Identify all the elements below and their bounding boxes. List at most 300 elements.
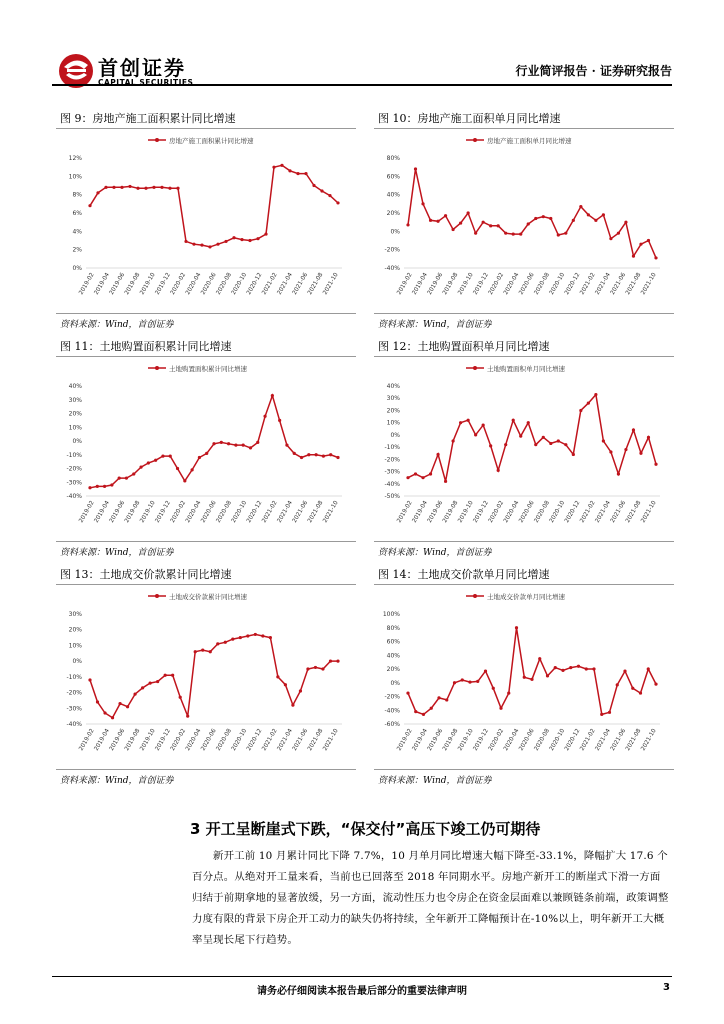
x-tick-label: 2019-04	[411, 728, 429, 752]
data-point	[504, 232, 507, 235]
data-point	[624, 448, 627, 451]
data-point	[322, 455, 325, 458]
data-point	[484, 669, 487, 672]
y-tick-label: -30%	[66, 705, 82, 713]
y-tick-label: 8%	[72, 191, 82, 199]
data-point	[103, 485, 106, 488]
data-point	[504, 443, 507, 446]
line-chart	[56, 586, 356, 768]
x-tick-label: 2020-06	[200, 272, 218, 296]
x-tick-label: 2021-08	[625, 728, 643, 752]
logo-name-en: CAPITAL SECURITIES	[98, 78, 194, 87]
figure-panel	[56, 338, 356, 558]
data-point	[572, 453, 575, 456]
x-tick-label: 2020-04	[503, 272, 521, 296]
data-point	[208, 245, 211, 248]
y-tick-label: 80%	[386, 155, 400, 162]
data-point	[104, 186, 107, 189]
y-tick-label: 20%	[68, 410, 82, 418]
data-point	[254, 633, 257, 636]
x-tick-label: 2020-10	[548, 500, 567, 524]
data-point	[414, 472, 417, 475]
data-point	[557, 439, 560, 442]
figure-source: 资料来源：Wind，首创证券	[60, 548, 174, 558]
x-tick-label: 2020-10	[548, 272, 567, 296]
figure-title-divider	[374, 128, 674, 129]
y-tick-label: 4%	[72, 228, 82, 236]
x-tick-label: 2019-08	[442, 728, 460, 752]
data-point	[212, 442, 215, 445]
figure-source: 资料来源：Wind，首创证券	[378, 320, 492, 330]
data-point	[489, 224, 492, 227]
legend-marker-icon	[155, 366, 159, 370]
figure-panel	[374, 110, 674, 330]
x-tick-label: 2020-12	[246, 500, 264, 524]
x-tick-label: 2021-06	[609, 728, 628, 752]
data-point	[579, 409, 582, 412]
data-point	[336, 201, 339, 204]
y-tick-label: 10%	[68, 642, 82, 650]
x-tick-label: 2020-04	[185, 500, 203, 524]
series-line	[90, 165, 338, 247]
data-point	[320, 189, 323, 192]
data-point	[414, 710, 417, 713]
figure-title: 图 9：房地产施工面积累计同比增速	[60, 112, 236, 125]
data-point	[88, 486, 91, 489]
figure-title: 图 14：土地成交价款单月同比增速	[378, 568, 550, 581]
data-point	[451, 439, 454, 442]
y-tick-label: 0%	[72, 438, 82, 445]
data-point	[306, 667, 309, 670]
data-point	[276, 675, 279, 678]
data-point	[192, 243, 195, 246]
data-point	[523, 676, 526, 679]
figure-title: 图 12：土地购置面积单月同比增速	[378, 340, 550, 353]
data-point	[527, 421, 530, 424]
y-tick-label: -20%	[66, 689, 82, 697]
x-tick-label: 2021-04	[276, 272, 294, 296]
legend-marker-icon	[155, 138, 159, 142]
data-point	[421, 202, 424, 205]
y-tick-label: 2%	[72, 246, 82, 254]
x-tick-label: 2021-06	[609, 500, 628, 524]
data-point	[406, 476, 409, 479]
y-tick-label: 30%	[68, 611, 82, 618]
x-tick-label: 2020-10	[230, 500, 249, 524]
x-tick-label: 2019-06	[426, 500, 445, 524]
data-point	[474, 433, 477, 436]
legend-marker-icon	[473, 138, 477, 142]
y-tick-label: 10%	[386, 419, 400, 427]
x-tick-label: 2021-08	[625, 272, 643, 296]
line-chart	[56, 358, 356, 540]
y-tick-label: 20%	[386, 407, 400, 415]
data-point	[126, 705, 129, 708]
data-point	[96, 191, 99, 194]
y-tick-label: 12%	[68, 155, 82, 162]
y-tick-label: 40%	[386, 191, 400, 199]
y-tick-label: 10%	[68, 424, 82, 432]
y-tick-label: 0%	[72, 658, 82, 666]
data-point	[499, 707, 502, 710]
x-tick-label: 2020-08	[533, 500, 551, 524]
y-tick-label: -20%	[66, 465, 82, 473]
x-tick-label: 2019-02	[396, 728, 414, 752]
x-tick-label: 2019-06	[108, 272, 127, 296]
y-tick-label: -20%	[384, 693, 400, 701]
data-point	[436, 453, 439, 456]
x-tick-label: 2019-08	[124, 272, 142, 296]
y-tick-label: -40%	[384, 707, 400, 715]
x-tick-label: 2019-06	[426, 728, 445, 752]
data-point	[216, 642, 219, 645]
data-point	[118, 477, 121, 480]
x-tick-label: 2020-10	[230, 728, 249, 752]
data-point	[546, 674, 549, 677]
y-tick-label: -40%	[384, 480, 400, 488]
data-point	[647, 667, 650, 670]
x-tick-label: 2020-08	[215, 272, 233, 296]
legend-label: 土地成交价款累计同比增速	[169, 593, 247, 601]
data-point	[256, 237, 259, 240]
figure-source-divider	[56, 769, 356, 770]
data-point	[256, 441, 259, 444]
y-tick-label: 40%	[386, 652, 400, 660]
x-tick-label: 2021-10	[322, 728, 340, 752]
data-point	[623, 669, 626, 672]
x-tick-label: 2020-08	[533, 728, 551, 752]
x-tick-label: 2020-04	[185, 272, 203, 296]
data-point	[176, 187, 179, 190]
x-tick-label: 2019-04	[93, 500, 111, 524]
data-point	[572, 219, 575, 222]
data-point	[88, 204, 91, 207]
y-tick-label: -30%	[66, 479, 82, 487]
data-point	[169, 455, 172, 458]
figure-panel	[56, 566, 356, 786]
data-point	[264, 232, 267, 235]
x-tick-label: 2020-02	[487, 500, 506, 524]
data-point	[467, 211, 470, 214]
data-point	[594, 219, 597, 222]
data-point	[133, 693, 136, 696]
y-tick-label: 60%	[386, 173, 400, 181]
y-tick-label: 80%	[386, 624, 400, 632]
x-tick-label: 2020-06	[200, 728, 218, 752]
y-tick-label: 40%	[386, 383, 400, 390]
legend-marker-icon	[473, 594, 477, 598]
section-title: 3 开工呈断崖式下跌，“保交付”高压下竣工仍可期待	[190, 820, 541, 838]
x-tick-label: 2020-02	[169, 500, 188, 524]
x-tick-label: 2021-08	[307, 728, 325, 752]
data-point	[557, 233, 560, 236]
x-tick-label: 2019-04	[411, 500, 429, 524]
y-tick-label: 0%	[390, 431, 400, 439]
x-tick-label: 2020-06	[200, 500, 218, 524]
data-point	[429, 219, 432, 222]
data-point	[451, 228, 454, 231]
x-tick-label: 2021-10	[640, 500, 658, 524]
data-point	[429, 472, 432, 475]
x-tick-label: 2020-12	[564, 728, 582, 752]
legend	[148, 364, 248, 373]
data-point	[201, 649, 204, 652]
data-point	[534, 443, 537, 446]
data-point	[459, 421, 462, 424]
x-tick-label: 2021-04	[276, 728, 294, 752]
data-point	[647, 436, 650, 439]
figure-source: 资料来源：Wind，首创证券	[60, 776, 174, 786]
data-point	[336, 456, 339, 459]
x-tick-label: 2019-04	[93, 728, 111, 752]
data-point	[602, 213, 605, 216]
figure-panel	[374, 566, 674, 786]
x-tick-label: 2021-04	[594, 272, 612, 296]
y-tick-label: -10%	[384, 444, 400, 452]
x-tick-label: 2020-06	[518, 272, 536, 296]
data-point	[205, 452, 208, 455]
y-tick-label: 60%	[386, 638, 400, 646]
data-point	[639, 452, 642, 455]
legend	[466, 364, 566, 373]
data-point	[489, 444, 492, 447]
data-point	[120, 186, 123, 189]
y-tick-label: -50%	[384, 493, 400, 500]
x-tick-label: 2020-08	[215, 728, 233, 752]
data-point	[96, 700, 99, 703]
header-divider	[52, 84, 672, 86]
data-point	[198, 456, 201, 459]
data-point	[278, 419, 281, 422]
data-point	[149, 682, 152, 685]
y-tick-label: -30%	[384, 468, 400, 476]
data-point	[248, 239, 251, 242]
data-point	[128, 185, 131, 188]
data-point	[600, 713, 603, 716]
data-point	[160, 186, 163, 189]
data-point	[542, 436, 545, 439]
data-point	[191, 468, 194, 471]
data-point	[110, 483, 113, 486]
logo-name-cn: 首创证券	[98, 56, 186, 80]
data-point	[186, 715, 189, 718]
series-line	[408, 169, 656, 258]
data-point	[542, 215, 545, 218]
x-tick-label: 2019-04	[93, 272, 111, 296]
figure-source: 资料来源：Wind，首创证券	[60, 320, 174, 330]
data-point	[234, 444, 237, 447]
y-tick-label: -10%	[66, 451, 82, 459]
x-tick-label: 2020-02	[487, 728, 506, 752]
data-point	[549, 442, 552, 445]
x-tick-label: 2019-12	[472, 500, 490, 524]
data-point	[224, 641, 227, 644]
data-point	[406, 223, 409, 226]
legend-label: 土地购置面积累计同比增速	[169, 365, 247, 373]
x-tick-label: 2019-04	[411, 272, 429, 296]
data-point	[272, 166, 275, 169]
line-chart	[374, 358, 674, 540]
x-tick-label: 2021-02	[261, 272, 279, 296]
data-point	[300, 456, 303, 459]
data-point	[328, 194, 331, 197]
data-point	[421, 476, 424, 479]
x-tick-label: 2019-02	[78, 500, 96, 524]
x-tick-label: 2019-02	[78, 728, 96, 752]
x-tick-label: 2019-08	[124, 500, 142, 524]
figure-source-divider	[374, 313, 674, 314]
data-point	[474, 232, 477, 235]
data-point	[482, 221, 485, 224]
data-point	[527, 222, 530, 225]
figure-source-divider	[56, 541, 356, 542]
x-tick-label: 2021-10	[640, 272, 658, 296]
data-point	[436, 220, 439, 223]
data-point	[476, 680, 479, 683]
data-point	[554, 666, 557, 669]
data-point	[515, 626, 518, 629]
data-point	[459, 221, 462, 224]
x-tick-label: 2020-12	[246, 272, 264, 296]
x-tick-label: 2020-08	[533, 272, 551, 296]
legend-label: 房地产施工面积累计同比增速	[169, 137, 254, 145]
data-point	[519, 435, 522, 438]
x-tick-label: 2019-10	[457, 500, 475, 524]
data-point	[200, 243, 203, 246]
data-point	[422, 713, 425, 716]
data-point	[263, 415, 266, 418]
x-tick-label: 2021-04	[594, 728, 612, 752]
y-tick-label: -20%	[384, 246, 400, 254]
x-tick-label: 2021-10	[322, 500, 340, 524]
data-point	[617, 472, 620, 475]
data-point	[271, 394, 274, 397]
data-point	[136, 187, 139, 190]
data-point	[564, 232, 567, 235]
data-point	[587, 213, 590, 216]
data-point	[147, 461, 150, 464]
x-tick-label: 2021-06	[291, 728, 310, 752]
figure-title-divider	[374, 584, 674, 585]
legend	[148, 136, 254, 145]
legend-label: 土地成交价款单月同比增速	[487, 593, 565, 601]
data-point	[654, 683, 657, 686]
data-point	[227, 442, 230, 445]
data-point	[654, 256, 657, 259]
x-tick-label: 2020-04	[503, 728, 521, 752]
data-point	[239, 636, 242, 639]
data-point	[609, 237, 612, 240]
data-point	[161, 455, 164, 458]
data-point	[304, 172, 307, 175]
data-point	[569, 666, 572, 669]
data-point	[164, 674, 167, 677]
data-point	[602, 439, 605, 442]
data-point	[507, 691, 510, 694]
data-point	[564, 443, 567, 446]
data-point	[284, 683, 287, 686]
data-point	[437, 696, 440, 699]
data-point	[530, 678, 533, 681]
x-tick-label: 2021-02	[261, 500, 279, 524]
x-tick-label: 2021-02	[579, 728, 597, 752]
data-point	[632, 254, 635, 257]
data-point	[220, 441, 223, 444]
data-point	[144, 187, 147, 190]
data-point	[88, 678, 91, 681]
figure-title-divider	[374, 356, 674, 357]
data-point	[631, 687, 634, 690]
data-point	[577, 665, 580, 668]
data-point	[179, 696, 182, 699]
data-point	[609, 450, 612, 453]
data-point	[624, 221, 627, 224]
x-tick-label: 2019-12	[154, 500, 172, 524]
footer-divider	[52, 976, 672, 977]
x-tick-label: 2020-04	[503, 500, 521, 524]
y-tick-label: -40%	[66, 721, 82, 728]
figure-title: 图 13：土地成交价款累计同比增速	[60, 568, 232, 581]
figure-title: 图 11：土地购置面积累计同比增速	[60, 340, 232, 353]
data-point	[112, 186, 115, 189]
figure-title: 图 10：房地产施工面积单月同比增速	[378, 112, 561, 125]
figure-panel	[374, 338, 674, 558]
x-tick-label: 2019-10	[139, 500, 157, 524]
data-point	[132, 472, 135, 475]
y-tick-label: 40%	[68, 383, 82, 390]
x-tick-label: 2019-08	[442, 500, 460, 524]
legend-marker-icon	[473, 366, 477, 370]
figure-source-divider	[56, 313, 356, 314]
data-point	[293, 452, 296, 455]
data-point	[183, 479, 186, 482]
data-point	[315, 453, 318, 456]
page-number: 3	[663, 982, 670, 993]
legend-label: 土地购置面积单月同比增速	[487, 365, 565, 373]
data-point	[406, 691, 409, 694]
data-point	[549, 217, 552, 220]
y-tick-label: -60%	[384, 721, 400, 728]
y-tick-label: 20%	[386, 666, 400, 673]
figure-source-divider	[374, 541, 674, 542]
series-line	[408, 628, 656, 715]
x-tick-label: 2020-12	[246, 728, 264, 752]
data-point	[194, 650, 197, 653]
x-tick-label: 2019-02	[396, 272, 414, 296]
data-point	[285, 444, 288, 447]
data-point	[118, 702, 121, 705]
series-line	[408, 395, 656, 482]
data-point	[538, 657, 541, 660]
data-point	[154, 459, 157, 462]
x-tick-label: 2021-08	[307, 500, 325, 524]
x-tick-label: 2021-04	[594, 500, 612, 524]
data-point	[639, 243, 642, 246]
x-tick-label: 2019-02	[78, 272, 96, 296]
data-point	[261, 634, 264, 637]
line-chart	[374, 130, 674, 312]
data-point	[482, 424, 485, 427]
data-point	[445, 698, 448, 701]
y-tick-label: 20%	[386, 210, 400, 217]
x-tick-label: 2019-12	[154, 728, 172, 752]
data-point	[616, 683, 619, 686]
section-paragraph: 新开工前 10 月累计同比下降 7.7%，10 月单月同比增速大幅下降至-33.1%，降幅扩大 17.6 个百分点。从绝对开工量来看，当前也已回落至 2018 年同期水平。房地产新开工的断崖式下滑一方面归结于前期拿地的显著放缓，另一方面，流动性压力也令房企在资金层面难以兼顾链条前端，政策调整力度有限的背景下房企开工动力的缺失仍将持续，全年新开工降幅预计在-10%以上，明年新开工大概率呈现长尾下行趋势。	[192, 850, 669, 946]
x-tick-label: 2020-06	[518, 500, 536, 524]
data-point	[414, 167, 417, 170]
data-point	[592, 667, 595, 670]
data-point	[587, 402, 590, 405]
